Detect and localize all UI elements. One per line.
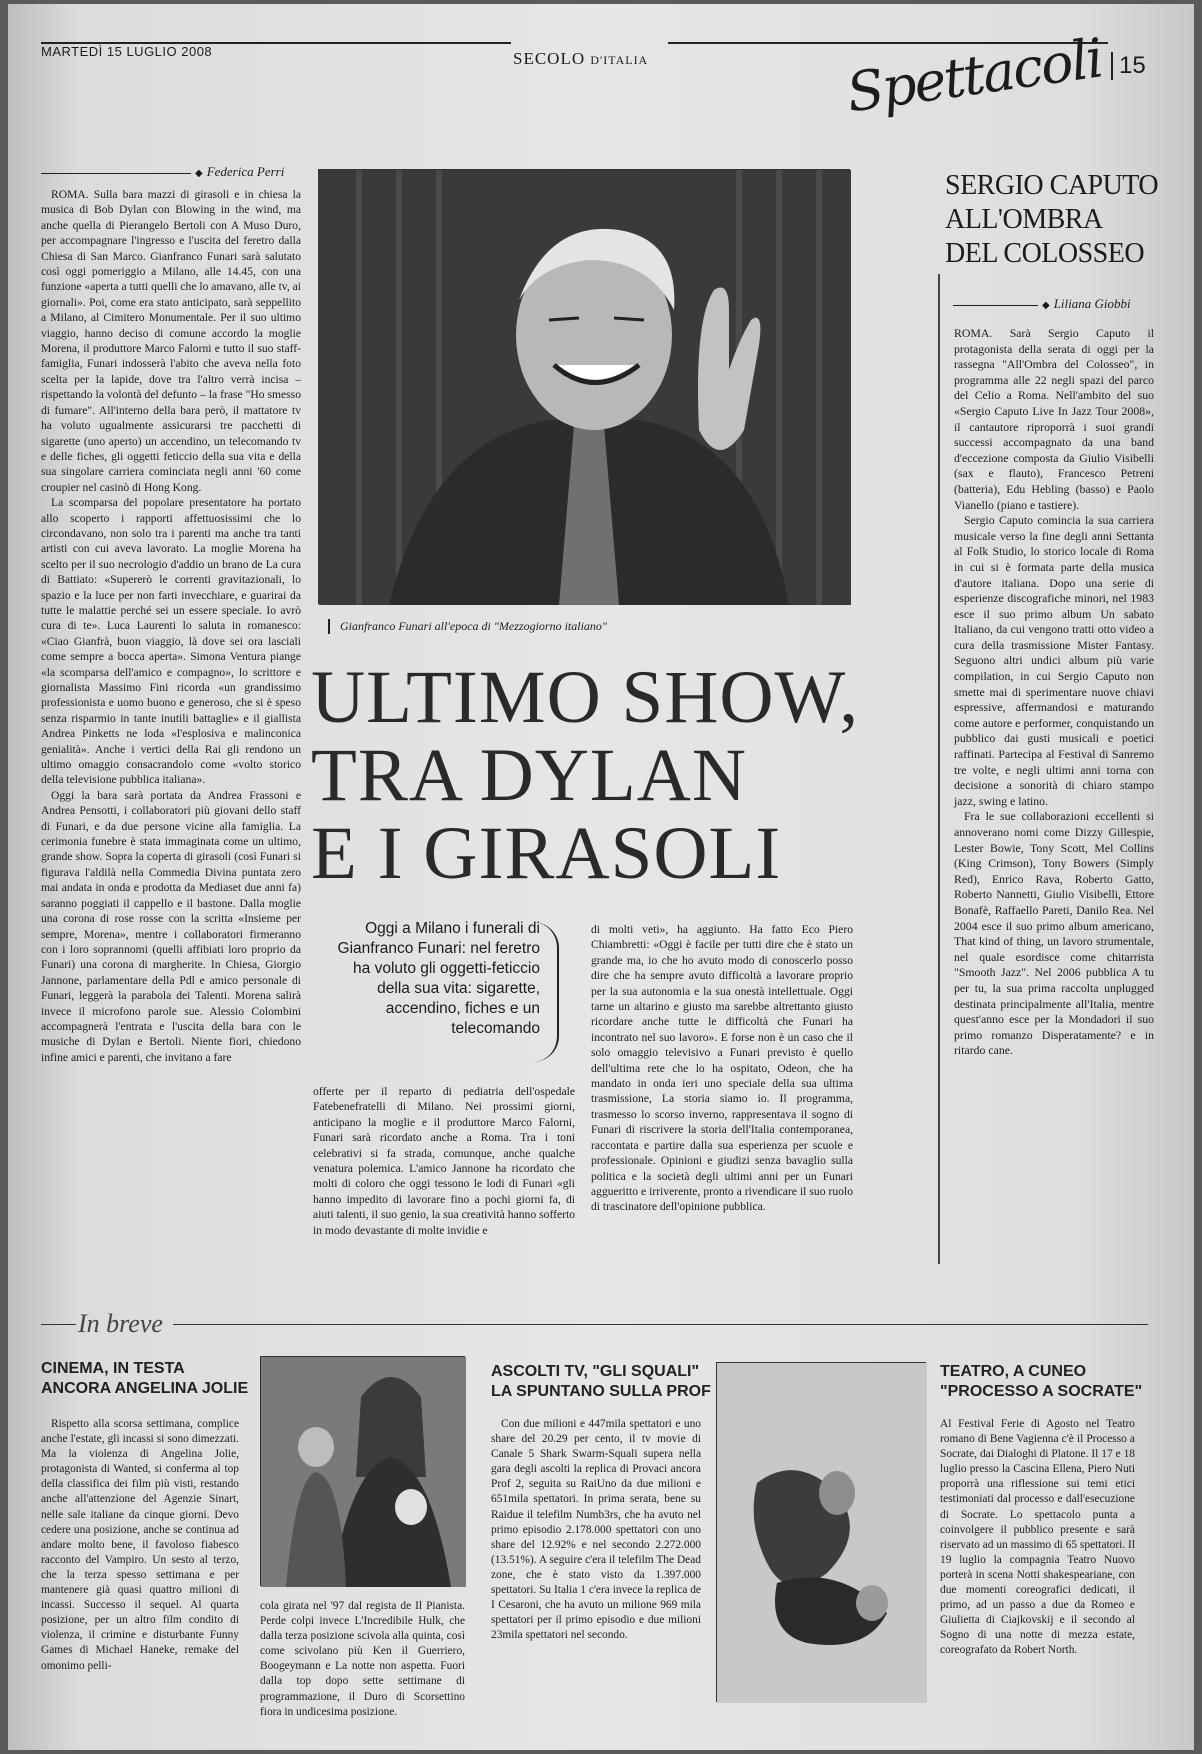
breve-rule-right xyxy=(173,1324,1148,1325)
brief-cinema-text-2 xyxy=(260,1599,465,1720)
side-headline-line: SERGIO CAPUTO xyxy=(945,170,1159,201)
side-byline xyxy=(953,296,1131,312)
main-headline xyxy=(311,656,860,895)
side-paragraph: Sergio Caputo comincia la sua carriera musicale verso la fine degli anni Settanta al Folk Studio, lo storico locale di Roma in cui si è formata parte della musica d'autore italiana. Dopo una serie di esperienze discografiche minori, nel 1983 esce il suo primo album Un sabato Italiano, da cui vengono tratti otto video a cura della trasmissione Mister Fantasy. Seguono altri undici album più varie compilation, in cui Sergio Caputo non smette mai di sperimentare nuove chiavi espressive, affermandosi e maturando come autore e performer, conquistando un pubblico dai gusti musicali e poetici raffinati. Partecipa al Festival di Sanremo tre volte, e negli ultimi anni torna con decisione a sonorità di chiaro stampo jazz, swing e latino. xyxy=(954,513,1154,808)
dance-illustration xyxy=(717,1363,927,1703)
page-number: 15 xyxy=(1111,52,1146,80)
brief-paragraph: Rispetto alla scorsa settimana, complice anche l'estate, gli incassi si sono dimezzati. Ma la violenza di Angelina Jolie, protagonista di Wanted, si conferma al top della classifica dei film più visti, restando anche all'attenzione del Agenzie Sinart, nelle sale italiane da cinque giorni. Devo cedere una posizione, anche se continua ad andare molto bene, il favoloso fiabesco racconto del Vampiro. Un sesto al terzo, che la terza spesso settimana e per mantenere già quasi quattro milioni di incassi. Successo il sequel. Al quarta posizione, per un altro film condito di violenza, il crimine e disturbante Funny Games di Michael Haneke, remake del omonimo pelli- xyxy=(41,1418,239,1672)
portrait-illustration xyxy=(319,170,851,605)
headline-line: ULTIMO SHOW, xyxy=(311,656,860,739)
brief-title-line: TEATRO, A CUNEO xyxy=(940,1363,1087,1380)
side-headline-line: DEL COLOSSEO xyxy=(945,238,1145,269)
main-author: Federica Perri xyxy=(206,164,285,179)
photo-caption: Gianfranco Funari all'epoca di "Mezzogiorno italiano" xyxy=(328,619,607,634)
section-title: Spettacoli xyxy=(842,26,1106,125)
side-headline xyxy=(945,169,1158,271)
side-rule xyxy=(938,274,940,1264)
newspaper-name-suffix: D'ITALIA xyxy=(590,53,649,67)
brief-paragraph: Con due milioni e 447mila spettatori e uno share del 20.29 per cento, il tv movie di Canale 5 Shark Swarm-Squali supera nella gara degli ascolti la replica di Provaci ancora Prof 2, seguita su RaiUno da due milioni e 651mila spettatori. In prima serata, bene su Raidue il telefilm Numb3rs, che ha avuto nel primo episodio 2.178.000 spettatori con uno share del 12.92% e nel secondo 2.272.000 (13.51%). A seguire c'era il telefilm The Dead zone, che è stato visto da 1.397.000 spettatori. Su Italia 1 c'era invece la replica de I Cesaroni, che ha avuto un milione 969 mila spettatori per il primo episodio e due milioni 23mila spettatori nel secondo. xyxy=(491,1418,701,1642)
newspaper-name-main: SECOLO xyxy=(513,49,586,68)
main-column-2 xyxy=(313,1084,575,1238)
issue-date: MARTEDÌ 15 LUGLIO 2008 xyxy=(41,44,213,59)
byline-rule xyxy=(953,305,1038,306)
brief-title-line: ASCOLTI TV, "GLI SQUALI" xyxy=(491,1363,700,1380)
jolie-photo xyxy=(260,1356,465,1586)
main-paragraph: di molti veti», ha aggiunto. Ha fatto Eco Piero Chiambretti: «Oggi è facile per tutti dire che è stato un grande ma, io che ho avuto modo di conoscerlo posso dire che ha sempre avuto difficoltà a lavorare proprio per la sua autonomia e la sua onestà intellettuale. Oggi tarne un altarino e giusto ma sarebbe altrettanto giusto ricordare anche tutte le difficoltà che Funari ha incontrato nel suo lavoro». E forse non è un caso che il solo omaggio televisivo a Funari previsto è quello dell'ultima rete che lo ha ospitato, Odeon, che ha mandato in onda ieri uno speciale della sua ultima trasmissione, La storia siamo io. Il programma, trasmesso lo scorso inverno, rappresentava il sogno di Funari di riscrivere la storia dell'Italia contemporanea, raccontata e partire dalla sua esperienza per scuole e professionale. Opinioni e giudizi senza bavaglio sulla politica e la società degli ultimi anni per un Funari aggueritto e irriverente, pronto a rivendicare il suo ruolo di trascinatore dell'opinione pubblica. xyxy=(591,923,853,1214)
brief-tv-text xyxy=(491,1417,701,1717)
main-paragraph: ROMA. Sulla bara mazzi di girasoli e in chiesa la musica di Bob Dylan con Blowing in the wind, ma anche quella di Pierangelo Bertoli con A Muso Duro, per accompagnare l'ingresso e l'uscita del feretro dalla Chiesa di San Marco. Gianfranco Funari sarà salutato così oggi pomeriggio a Milano, alle 14.45, con una funzione «aperta a tutti quelli che lo amavano, alle tv, ai giornali». Poi, come era stato anticipato, sarà seppellito a Milano, al Cimitero Monumentale. Per il suo ultimo viaggio, hanno deciso di comune accordo la moglie Morena, il produttore Marco Falorni e tutto il suo staff-famiglia, Funari indosserà l'abito che aveva nella foto scelta per la lapide, dove tra l'altro verrà incisa – rispettando la volontà del defunto – la frase "Ho smesso di fumare". All'interno della bara però, il mattatore tv ha voluto ugualmente assicurarsi tre pacchetti di sigarette (uno aperto) un accendino, un telecomando tv e delle fiches, gli oggetti feticcio della sua vita e della sua singolare carriera cominciata negli anni '60 come croupier nel casinò di Hong Kong. xyxy=(41,188,301,494)
subhead-bracket xyxy=(533,922,559,1062)
newspaper-page xyxy=(8,4,1194,1750)
jolie-illustration xyxy=(261,1357,466,1587)
breve-label: In breve xyxy=(78,1309,163,1338)
main-paragraph: Oggi la bara sarà portata da Andrea Frassoni e Andrea Pensotti, i collaboratori più giovani dello staff di Funari, e da due persone vicine alla famiglia. La cerimonia funebre è stata immaginata come un ultimo, grande show. Sopra la coperta di girasoli (così Funari si figurava l'aldilà nella Commedia Divina puntata zero mai andata in onda e prodotta da Mediaset due anni fa) saranno poggiati il cappello e il bastone. Dalla moglie una corona di rose rosse con la scritta «Insieme per sempre, Morena», mentre i collaboratori firmeranno con i loro soprannomi (quelli affibiati loro proprio da Funari) una corona di margherite. In Chiesa, Giorgio Jannone, parlamentare della Pdl e amico personale di Funari, leggerà la parabola dei Talenti. Morena salirà invece il microfono parole sue. Alessio Colombini accompagnerà l'entrata e l'uscita della bara con le musiche di Dylan e Bertoli. Niente fiori, chiedono infine amici e parenti, che invitano a fare xyxy=(41,788,301,1064)
main-byline xyxy=(41,164,284,180)
brief-title-line: CINEMA, IN TESTA xyxy=(41,1360,185,1377)
brief-title-line: LA SPUNTANO SULLA PROF xyxy=(491,1383,711,1400)
newspaper-name xyxy=(513,49,648,69)
side-paragraph: ROMA. Sarà Sergio Caputo il protagonista della serata di oggi per la rassegna "All'Ombra del Colosseo", in programma alle 22 negli spazi del parco del Celio a Roma. Nell'ambito del suo «Sergio Caputo Live In Jazz Tour 2008», il cantautore riproporrà i suoi grandi successi accompagnato da una band d'eccezione composta da Giulio Visibelli (sax e flauto), Francesco Petreni (batteria), Edu Hebling (basso) e Paolo Vianello (piano e tastiere). xyxy=(954,326,1154,512)
brief-tv-title xyxy=(491,1362,711,1402)
brief-cinema-text xyxy=(41,1417,239,1717)
main-paragraph: offerte per il reparto di pediatria dell'ospedale Fatebenefratelli di Milano. Nei prossimi giorni, anticipano la moglie e il produttore Marco Falorni, Funari sarà ricordato anche a Roma. Tra i toni celebrativi si fa strada, comunque, anche qualche venatura polemica. L'amico Jannone ha ricordato che molti di coloro che oggi tessono le lodi di Funari «gli hanno impedito di lavorare fino a pochi giorni fa, di aiuti talenti, il suo genio, la sua creatività hanno sofferto in modo devastante di molte invidie e xyxy=(313,1085,575,1237)
side-paragraph: Fra le sue collaborazioni eccellenti si annoverano nomi come Dizzy Gillespie, Lester Bowie, Tony Scott, Mel Collins (King Crimson), Tony Bowers (Simply Red), Enrico Rava, Roberto Gatto, Roberto Nannetti, Giulio Visibelli, Ettore Bonafè, Raffaello Pareti, Danilo Rea. Nel 2004 esce il suo primo album americano, That kind of thing, un lavoro strumentale, nel quale esordisce come chitarrista "Smooth Jazz". Nel 2006 pubblica A tu per tu, la sua prima raccolta unplugged destinata principalmente all'Italia, mentre quest'anno esce per la Mondadori il suo primo romanzo Disperatamente? e in ritardo cane. xyxy=(954,809,1154,1058)
brief-teatro-title xyxy=(940,1362,1142,1402)
dance-photo xyxy=(716,1362,926,1702)
side-headline-line: ALL'OMBRA xyxy=(945,204,1103,235)
diamond-icon: ◆ xyxy=(195,167,203,179)
brief-title-line: ANCORA ANGELINA JOLIE xyxy=(41,1380,249,1397)
headline-line: TRA DYLAN xyxy=(311,734,748,817)
side-column xyxy=(954,326,1154,1059)
breve-rule-left xyxy=(41,1324,76,1325)
byline-rule xyxy=(41,173,191,174)
brief-cinema-title xyxy=(41,1359,248,1399)
brief-paragraph: cola girata nel '97 dal regista de Il Pianista. Perde colpi invece L'Incredibile Hulk, che dalla terza posizione scivola alla quinta, così come scivolano più Ken il Guerriero, Boogeymann e La notte non aspetta. Fuori dalla top dopo sette settimane di programmazione, il Duro di Scorsettino fiora in undicesima posizione. xyxy=(260,1600,465,1718)
brief-teatro-text xyxy=(940,1417,1135,1722)
main-paragraph: La scomparsa del popolare presentatore ha portato allo scoperto i rapporti affettuosissimi che lo circondavano, non solo tra i parenti ma anche tra tanti artisti con cui aveva lavorato. La moglie Morena ha scelto per il suo necrologio d'addio un brano de La cura di Battiato: «Supererò le correnti gravitazionali, lo spazio e la luce per non farti invecchiare, e guarirai da tutte le malattie perché sei un essere speciale. Io avrò cura di te». Luca Laurenti lo saluta in romanesco: «Ciao Gianfrà, buon viaggio, là dove sei ora lasciali come sempre a bocca aperta». Simona Ventura piange «la scomparsa dell'amico e compagno», lo scrittore e giornalista Massimo Fini ricorda «un grandissimo professionista e uomo buono e generoso, che si è speso senza risparmio in tante inutili battaglie» e il giallista Andrea Pinketts ne loda «l'esplosiva e malinconica genialità». Anche i vertici della Rai gli rendono un ultimo omaggio consacrandolo come «volto storico della televisione pubblica italiana». xyxy=(41,496,301,787)
brief-paragraph: Al Festival Ferie di Agosto nel Teatro romano di Bene Vagienna c'è il Processo a Socrate, dai Dialoghi di Platone. Il 17 e 18 luglio presso la Cascina Ellena, Piero Nuti proporrà una riflessione sui temi etici testimoniati dal processo e dall'esecuzione di Socrate. Lo spettacolo punta a coinvolgere il pubblico presente e sarà riservato ad un massimo di 65 spettatori. Il 19 luglio la compagnia Teatro Nuovo porterà in scena Notti shakespeariane, con due momenti coreografici dedicati, il primo, ad un passo a due da Romeo e Giulietta di Ciajkovskij e il secondo al Sogno di una notte di mezza estate, coreografato da Robert North. xyxy=(940,1418,1135,1657)
main-column-3 xyxy=(591,922,853,1215)
main-subhead: Oggi a Milano i funerali di Gianfranco Funari: nel feretro ha voluto gli oggetti-feticcio della sua vita: sigarette, accendino, fiches e un telecomando xyxy=(337,920,540,1037)
side-author: Liliana Giobbi xyxy=(1053,296,1131,311)
main-column-1 xyxy=(41,187,301,1267)
funari-photo xyxy=(318,169,850,604)
headline-line: E I GIRASOLI xyxy=(311,812,782,895)
diamond-icon: ◆ xyxy=(1042,299,1050,311)
brief-title-line: "PROCESSO A SOCRATE" xyxy=(940,1383,1143,1400)
